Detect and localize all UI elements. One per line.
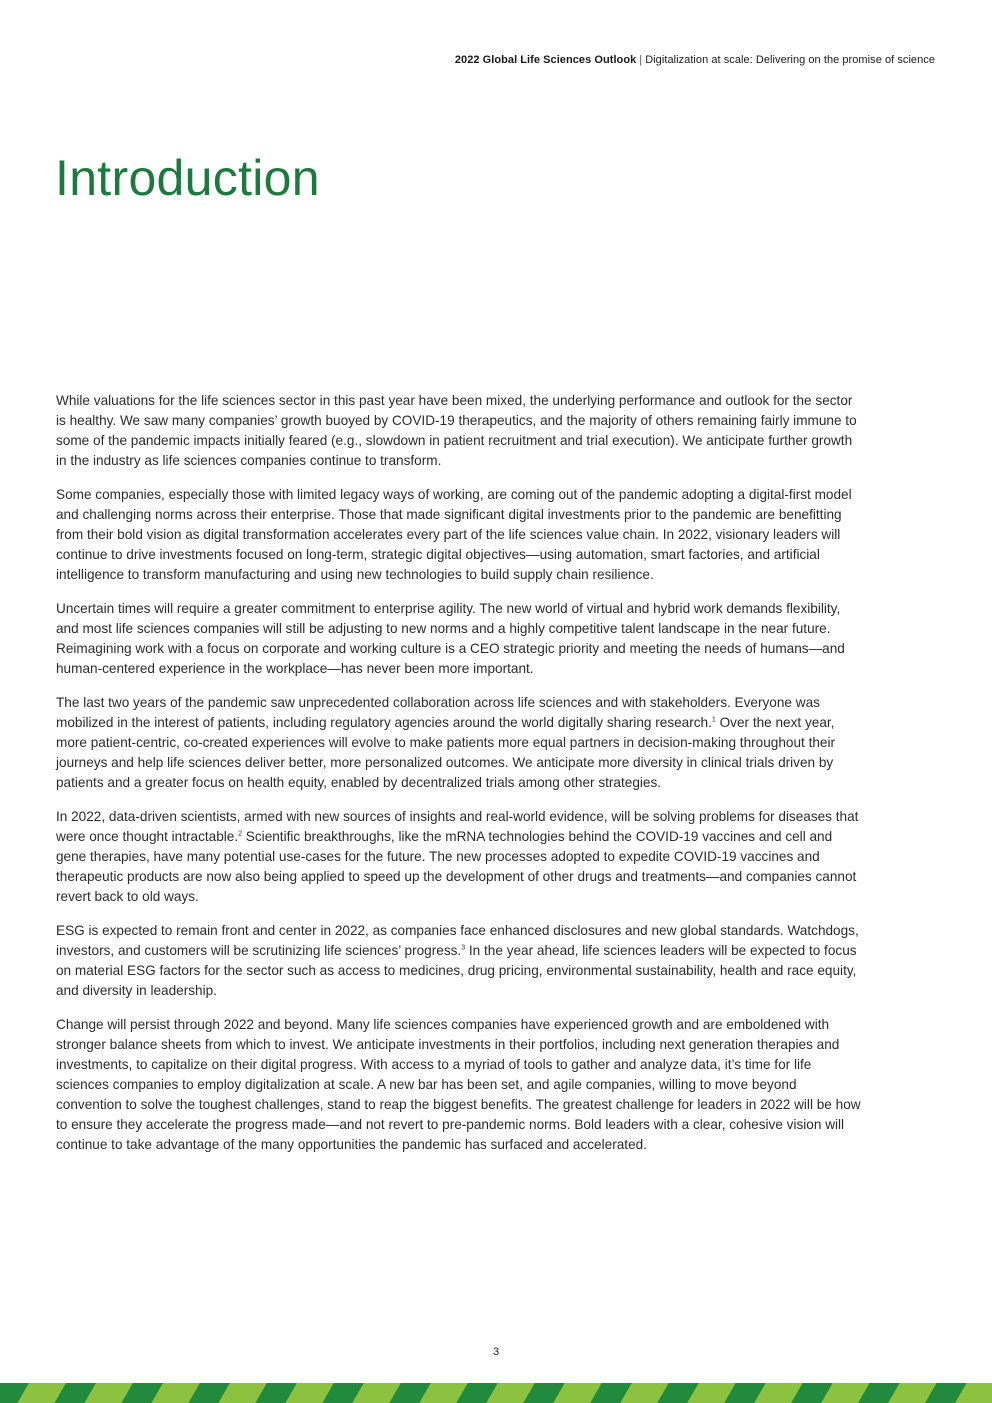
paragraph-valuations: While valuations for the life sciences sector in this past year have been mixed, the underlying performance and outlook for the sector is healthy. We saw many companies’ growth buoyed by COVID-19 therapeutics, and the majority of others remaining fairly immune to some of the pandemic impacts initially feared (e.g., slowdown in patient recruitment and trial execution). We anticipate further growth in the industry as life sciences companies continue to transform. <box>56 393 857 468</box>
footer-stripe-band <box>0 1383 992 1403</box>
report-subtitle: Digitalization at scale: Delivering on the promise of science <box>645 54 935 66</box>
paragraph-text: In 2022, data-driven scientists, armed with new sources of insights and real-world evidence, will be solving problems for diseases that were once thought intractable. <box>56 809 859 844</box>
footnote-ref-3: 3 <box>461 944 466 952</box>
running-header <box>455 54 935 66</box>
paragraph-digital-first: Some companies, especially those with limited legacy ways of working, are coming out of the pandemic adopting a digital-first model and challenging norms across their enterprise. Those that made significant digital investments prior to the pandemic are benefitting from their bold vision as digital transformation accelerates every part of the life sciences value chain. In 2022, visionary leaders will continue to drive investments focused on long-term, strategic digital objectives—using automation, smart factories, and artificial intelligence to transform manufacturing and using new technologies to build supply chain resilience. <box>56 487 852 582</box>
paragraph-collaboration <box>56 693 862 793</box>
header-separator: | <box>639 54 643 66</box>
paragraph-text: The last two years of the pandemic saw unprecedented collaboration across life sciences and with stakeholders. Everyone was mobilized in the interest of patients, including regulatory agencies around the world digitally sharing research. <box>56 695 820 730</box>
paragraph-data-driven <box>56 807 862 907</box>
paragraph-esg <box>56 921 862 1001</box>
paragraph-text: ESG is expected to remain front and center in 2022, as companies face enhanced disclosures and new global standards. Watchdogs, investors, and customers will be scrutinizing life sciences’ progress. <box>56 923 859 958</box>
paragraph-enterprise-agility: Uncertain times will require a greater commitment to enterprise agility. The new world of virtual and hybrid work demands flexibility, and most life sciences companies will still be adjusting to new norms and a highly competitive talent landscape in the near future. Reimagining work with a focus on corporate and working culture is a CEO strategic priority and meeting the needs of humans—and human-centered experience in the workplace—has never been more important. <box>56 601 845 676</box>
footnote-ref-1: 1 <box>711 716 716 724</box>
body-text <box>56 391 862 1169</box>
paragraph-text: In the year ahead, life sciences leaders will be expected to focus on material ESG factors for the sector such as access to medicines, drug pricing, environmental sustainability, health and race equity, and diversity in leadership. <box>56 943 857 998</box>
paragraph-text: Scientific breakthroughs, like the mRNA technologies behind the COVID-19 vaccines and cell and gene therapies, have many potential use-cases for the future. The new processes adopted to expedite COVID-19 vaccines and therapeutic products are now also being applied to speed up the development of other drugs and treatments—and companies cannot revert back to old ways. <box>56 829 857 904</box>
page-number: 3 <box>492 1346 500 1358</box>
paragraph-change: Change will persist through 2022 and beyond. Many life sciences companies have experienced growth and are emboldened with stronger balance sheets from which to invest. We anticipate investments in their portfolios, including next generation therapies and investments, to capitalize on their digital progress. With access to a myriad of tools to gather and analyze data, it’s time for life sciences companies to employ digitalization at scale. A new bar has been set, and agile companies, willing to move beyond convention to solve the toughest challenges, stand to reap the biggest benefits. The greatest challenge for leaders in 2022 will be how to ensure they accelerate the progress made—and not revert to pre-pandemic norms. Bold leaders with a clear, cohesive vision will continue to take advantage of the many opportunities the pandemic has surfaced and accelerated. <box>56 1017 861 1152</box>
footnote-ref-2: 2 <box>238 830 243 838</box>
report-title: 2022 Global Life Sciences Outlook <box>454 54 637 66</box>
page-title: Introduction <box>55 150 320 206</box>
paragraph-text: Over the next year, more patient-centric, co-created experiences will evolve to make patients more equal partners in decision-making throughout their journeys and help life sciences deliver better, more personalized outcomes. We anticipate more diversity in clinical trials driven by patients and a greater focus on health equity, enabled by decentralized trials among other strategies. <box>56 715 836 790</box>
